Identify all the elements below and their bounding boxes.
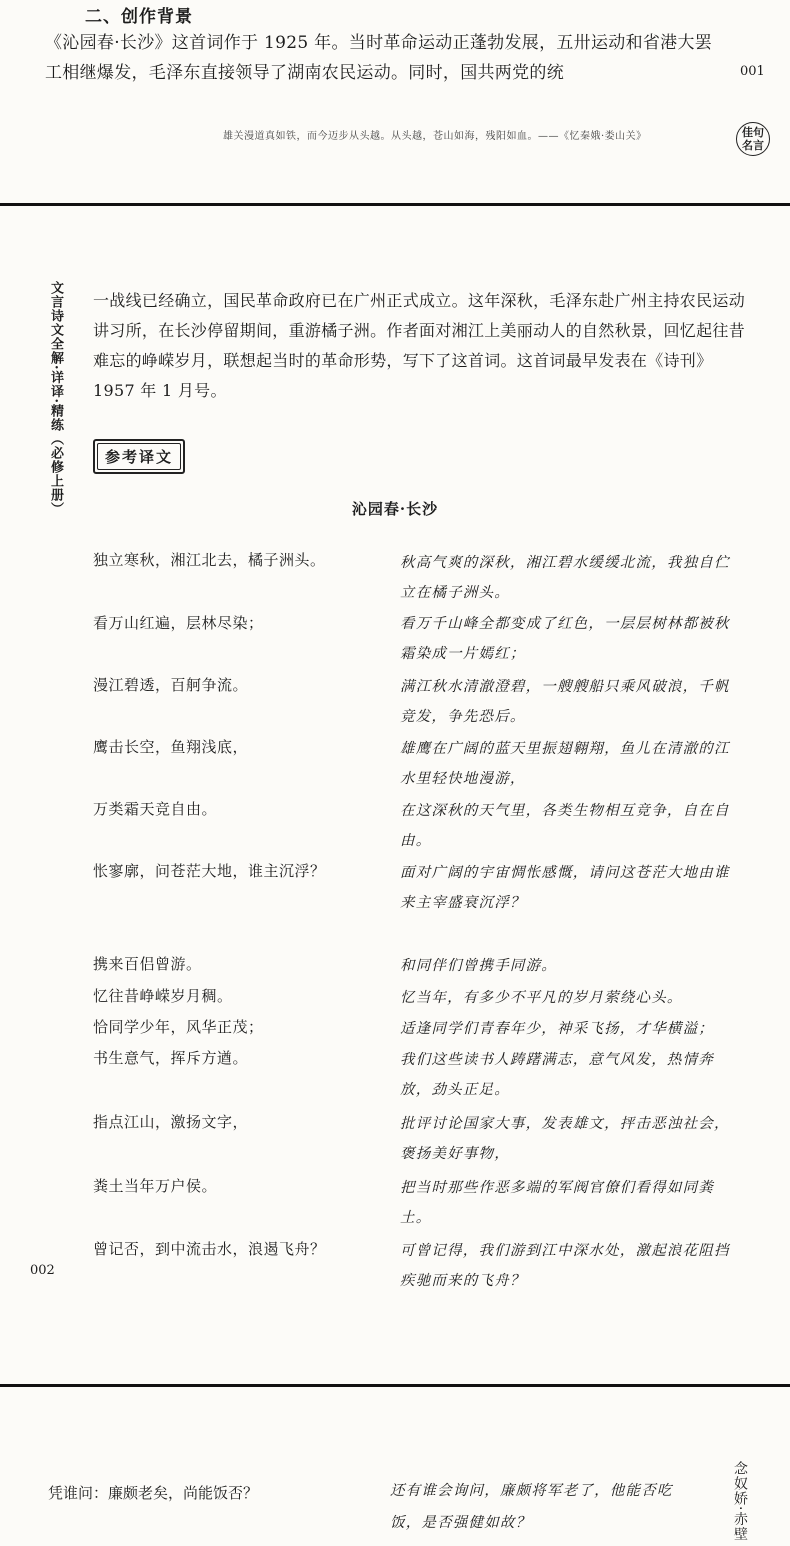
poem-translation-line: 看万千山峰全都变成了红色，一层层树林都被秋霜染成一片嫣红； — [400, 616, 730, 662]
section-badge-label: 参考译文 — [97, 443, 181, 470]
poem-title: 沁园春·长沙 — [351, 500, 439, 518]
intro-paragraph: 一战线已经确立，国民革命政府已在广州正式成立。这年深秋，毛泽东赴广州主持农民运动讲习所，在长沙停留期间，重游橘子洲。作者面对湘江上美丽动人的自然秋景，回忆起往昔难忘的峥嵘岁月，联想起当时的革命形势，写下了这首词。这首词最早发表在《诗刊》1957 年 1 月号。 — [93, 291, 746, 400]
section-heading: 二、创作背景 — [85, 7, 193, 27]
poem-translation-line: 批评讨论国家大事，发表雄文，抨击恶浊社会，褒扬美好事物， — [400, 1116, 730, 1162]
page-main — [0, 206, 790, 1384]
section-badge — [93, 439, 185, 474]
chapter-side-title: 念奴娇·赤壁 — [732, 1461, 748, 1542]
poem-original-line: 万类霜天竞自由。 — [93, 800, 218, 818]
poem-translation-line: 和同伴们曾携手同游。 — [400, 958, 557, 974]
page-fragment-top — [0, 0, 790, 203]
poem-translation-line: 满江秋水清澈澄碧，一艘艘船只乘风破浪，千帆竞发，争先恐后。 — [400, 679, 730, 725]
poem-original-line: 鹰击长空，鱼翔浅底， — [93, 738, 249, 756]
poem-translation-line: 在这深秋的天气里，各类生物相互竞争，自在自由。 — [400, 803, 730, 849]
page-number: 001 — [740, 64, 765, 79]
page-number: 002 — [30, 1263, 55, 1278]
poem-original-line: 怅寥廓，问苍茫大地，谁主沉浮？ — [93, 862, 326, 880]
poem-original-line: 独立寒秋，湘江北去，橘子洲头。 — [93, 551, 326, 569]
poem-original-line: 恰同学少年，风华正茂； — [93, 1018, 264, 1036]
quote-seal-icon: 佳句 名言 — [736, 122, 770, 156]
book-side-title: 文言诗文全解·详译·精练（必修上册） — [48, 281, 63, 517]
poem-original-line: 书生意气，挥斥方遒。 — [93, 1049, 249, 1067]
poem-original-line: 漫江碧透，百舸争流。 — [93, 676, 249, 694]
poem-translation-line: 把当时那些作恶多端的军阀官僚们看得如同粪土。 — [400, 1180, 714, 1226]
page-fragment-bottom — [0, 1387, 790, 1546]
footer-quote: 雄关漫道真如铁，而今迈步从头越。从头越，苍山如海，残阳如血。——《忆秦娥·娄山关》 — [223, 131, 647, 142]
poem-translation-line: 可曾记得，我们游到江中深水处，激起浪花阻挡疾驰而来的飞舟？ — [400, 1243, 730, 1289]
poem-translation-line: 雄鹰在广阔的蓝天里振翅翱翔，鱼儿在清澈的江水里轻快地漫游， — [400, 741, 730, 787]
poem-translation-line: 我们这些读书人踌躇满志，意气风发，热情奔放，劲头正足。 — [400, 1052, 714, 1098]
poem-translation-line: 秋高气爽的深秋，湘江碧水缓缓北流，我独自伫立在橘子洲头。 — [400, 555, 730, 601]
background-paragraph: 《沁园春·长沙》这首词作于 1925 年。当时革命运动正蓬勃发展，五卅运动和省港大罢工相继爆发，毛泽东直接领导了湖南农民运动。同时，国共两党的统 — [45, 33, 713, 83]
poem-original-line: 凭谁问：廉颇老矣，尚能饭否？ — [48, 1484, 259, 1502]
poem-original-line: 忆往昔峥嵘岁月稠。 — [93, 987, 233, 1005]
poem-translation-line: 适逢同学们青春年少，神采飞扬，才华横溢； — [400, 1021, 714, 1037]
poem-translation-line: 忆当年，有多少不平凡的岁月萦绕心头。 — [400, 990, 683, 1006]
poem-original-line: 粪土当年万户侯。 — [93, 1177, 218, 1195]
poem-translation-line: 面对广阔的宇宙惆怅感慨，请问这苍茫大地由谁来主宰盛衰沉浮？ — [400, 865, 730, 911]
poem-translation-line: 还有谁会询问，廉颇将军老了，他能否吃饭，是否强健如故？ — [390, 1483, 673, 1531]
poem-original-line: 携来百侣曾游。 — [93, 955, 202, 973]
poem-original-line: 指点江山，激扬文字， — [93, 1113, 249, 1131]
poem-original-line: 曾记否，到中流击水，浪遏飞舟？ — [93, 1240, 326, 1258]
poem-original-line: 看万山红遍，层林尽染； — [93, 614, 264, 632]
